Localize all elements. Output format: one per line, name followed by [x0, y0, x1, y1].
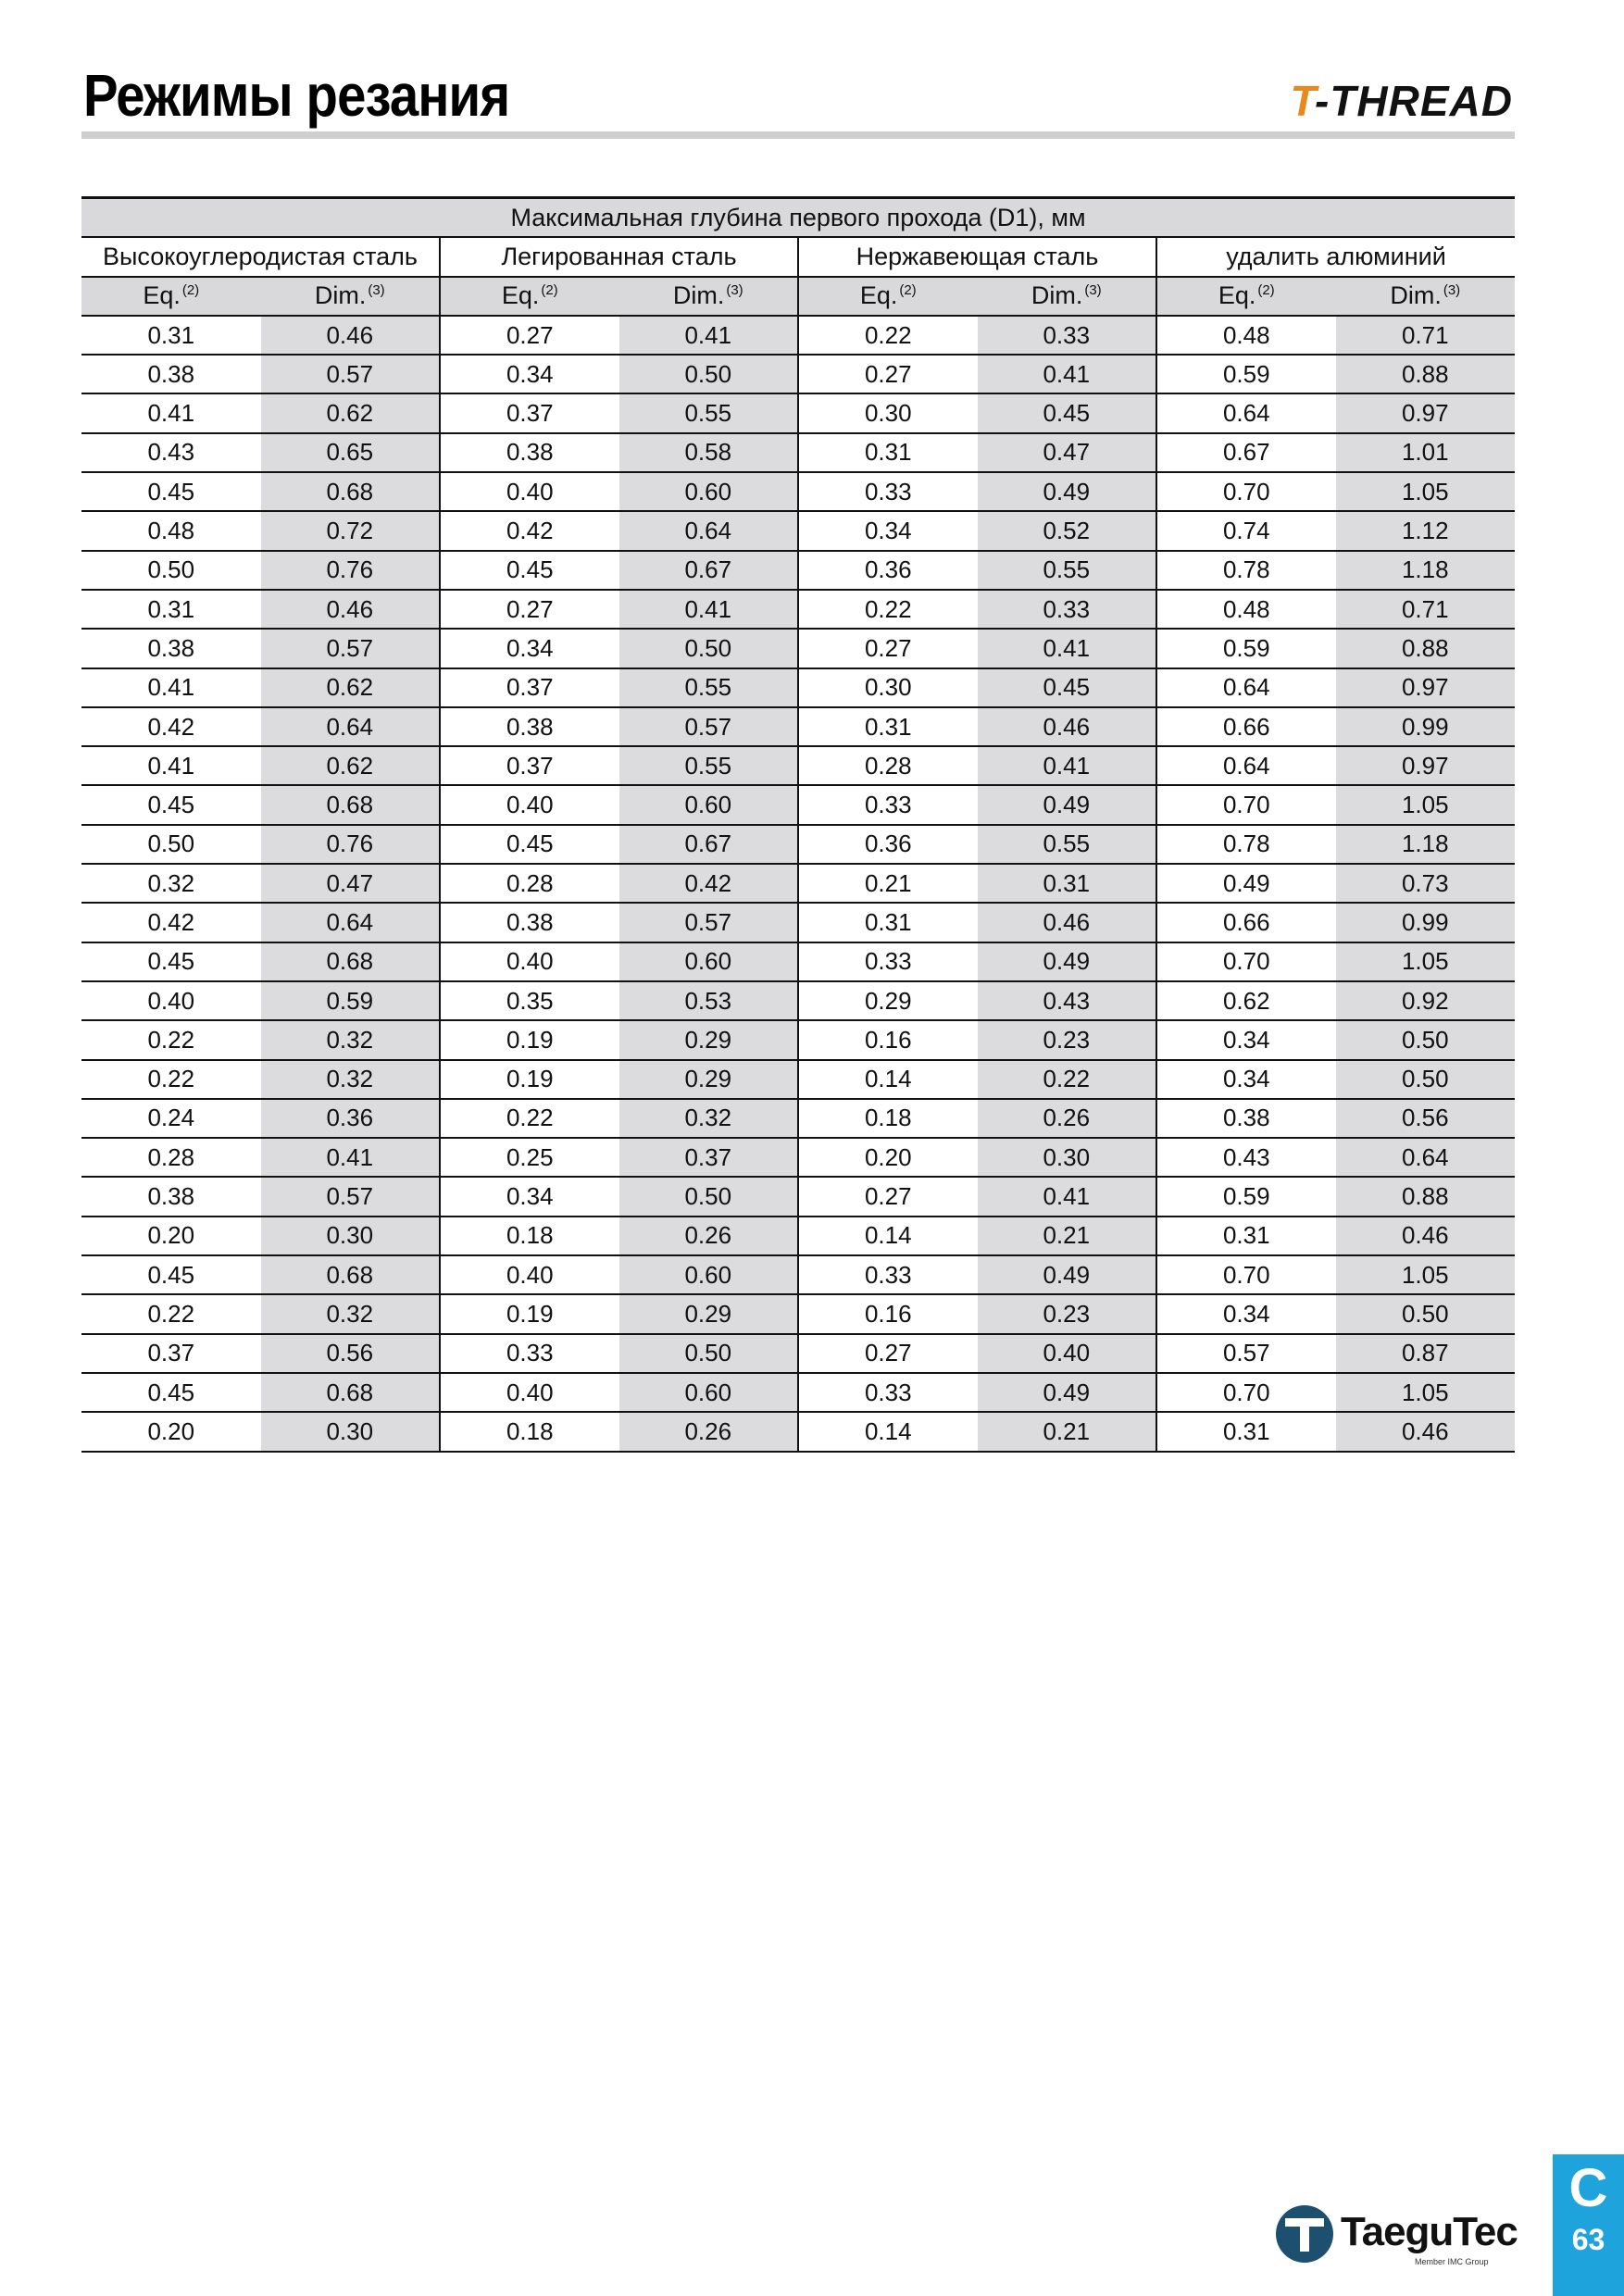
dim-value-cell: 0.68 — [261, 1255, 441, 1294]
table-row — [81, 1373, 1515, 1412]
dim-value-cell: 0.56 — [1336, 1099, 1516, 1138]
eq-value-cell: 0.28 — [81, 1138, 261, 1177]
eq-value-cell: 0.34 — [798, 511, 978, 550]
dim-value-cell: 0.22 — [978, 1060, 1157, 1099]
eq-value-cell: 0.34 — [440, 629, 619, 668]
brand-letter-t: T — [1290, 77, 1316, 125]
table-row — [81, 355, 1515, 393]
dim-value-cell: 0.30 — [978, 1138, 1157, 1177]
eq-value-cell: 0.48 — [1156, 316, 1336, 355]
dim-value-cell: 0.29 — [619, 1294, 799, 1333]
eq-value-cell: 0.42 — [81, 707, 261, 746]
dim-value-cell: 0.76 — [261, 551, 441, 590]
table-body — [81, 316, 1515, 1452]
eq-value-cell: 0.50 — [81, 551, 261, 590]
dim-value-cell: 0.59 — [261, 981, 441, 1020]
eq-value-cell: 0.78 — [1156, 825, 1336, 864]
dim-value-cell: 0.47 — [978, 433, 1157, 472]
page-title: Режимы резания — [83, 62, 510, 129]
eq-value-cell: 0.33 — [440, 1334, 619, 1373]
eq-value-cell: 0.27 — [440, 590, 619, 629]
eq-value-cell: 0.70 — [1156, 942, 1336, 981]
dim-value-cell: 0.71 — [1336, 316, 1516, 355]
eq-value-cell: 0.18 — [440, 1412, 619, 1451]
eq-value-cell: 0.37 — [440, 668, 619, 707]
dim-value-cell: 0.58 — [619, 433, 799, 472]
eq-value-cell: 0.64 — [1156, 746, 1336, 785]
table-row — [81, 864, 1515, 903]
dim-value-cell: 0.62 — [261, 668, 441, 707]
eq-value-cell: 0.40 — [440, 472, 619, 511]
dim-value-cell: 0.49 — [978, 785, 1157, 824]
eq-value-cell: 0.22 — [798, 590, 978, 629]
eq-value-cell: 0.16 — [798, 1294, 978, 1333]
eq-value-cell: 0.40 — [440, 785, 619, 824]
dim-value-cell: 0.50 — [619, 1177, 799, 1216]
dim-value-cell: 0.64 — [261, 707, 441, 746]
dim-value-cell: 0.30 — [261, 1412, 441, 1451]
dim-value-cell: 0.32 — [619, 1099, 799, 1138]
dim-value-cell: 0.60 — [619, 942, 799, 981]
dim-value-cell: 0.62 — [261, 746, 441, 785]
eq-value-cell: 0.34 — [1156, 1060, 1336, 1099]
subheader-dim: Dim. $^{(3)}$ — [619, 277, 799, 316]
group-header-high-carbon-steel: Высокоуглеродистая сталь — [81, 237, 440, 276]
eq-value-cell: 0.38 — [1156, 1099, 1336, 1138]
subheader-eq: Eq. $^{(2)}$ — [1156, 277, 1336, 316]
dim-value-cell: 0.68 — [261, 472, 441, 511]
dim-value-cell: 1.05 — [1336, 1373, 1516, 1412]
eq-value-cell: 0.27 — [798, 1177, 978, 1216]
section-tab — [1553, 2154, 1624, 2296]
dim-value-cell: 1.18 — [1336, 551, 1516, 590]
table-row — [81, 433, 1515, 472]
dim-value-cell: 0.68 — [261, 1373, 441, 1412]
eq-value-cell: 0.59 — [1156, 1177, 1336, 1216]
eq-value-cell: 0.41 — [81, 668, 261, 707]
eq-value-cell: 0.36 — [798, 825, 978, 864]
dim-value-cell: 0.46 — [1336, 1217, 1516, 1255]
dim-value-cell: 0.73 — [1336, 864, 1516, 903]
eq-value-cell: 0.22 — [81, 1020, 261, 1059]
eq-value-cell: 0.45 — [440, 825, 619, 864]
table-row — [81, 1099, 1515, 1138]
table-row — [81, 1412, 1515, 1451]
eq-value-cell: 0.59 — [1156, 355, 1336, 393]
eq-value-cell: 0.42 — [440, 511, 619, 550]
dim-value-cell: 0.55 — [978, 551, 1157, 590]
dim-value-cell: 0.45 — [978, 393, 1157, 432]
dim-value-cell: 0.41 — [978, 746, 1157, 785]
eq-value-cell: 0.18 — [798, 1099, 978, 1138]
dim-value-cell: 0.64 — [1336, 1138, 1516, 1177]
eq-value-cell: 0.20 — [81, 1412, 261, 1451]
eq-value-cell: 0.18 — [440, 1217, 619, 1255]
eq-value-cell: 0.33 — [798, 1373, 978, 1412]
eq-value-cell: 0.40 — [81, 981, 261, 1020]
dim-value-cell: 0.30 — [261, 1217, 441, 1255]
logo-text: TaeguTec — [1341, 2209, 1518, 2254]
title-divider — [81, 131, 1515, 139]
eq-value-cell: 0.28 — [440, 864, 619, 903]
dim-value-cell: 0.88 — [1336, 355, 1516, 393]
dim-value-cell: 0.32 — [261, 1294, 441, 1333]
eq-value-cell: 0.78 — [1156, 551, 1336, 590]
dim-value-cell: 0.49 — [978, 1373, 1157, 1412]
dim-value-cell: 0.50 — [619, 355, 799, 393]
eq-value-cell: 0.31 — [798, 433, 978, 472]
eq-value-cell: 0.24 — [81, 1099, 261, 1138]
dim-value-cell: 0.64 — [261, 903, 441, 942]
dim-value-cell: 0.32 — [261, 1060, 441, 1099]
eq-value-cell: 0.45 — [81, 942, 261, 981]
table-row — [81, 981, 1515, 1020]
eq-value-cell: 0.34 — [1156, 1020, 1336, 1059]
eq-value-cell: 0.41 — [81, 746, 261, 785]
taegutec-emblem-icon — [1276, 2205, 1333, 2263]
eq-value-cell: 0.33 — [798, 785, 978, 824]
dim-value-cell: 0.60 — [619, 1255, 799, 1294]
dim-value-cell: 0.26 — [978, 1099, 1157, 1138]
eq-value-cell: 0.67 — [1156, 433, 1336, 472]
cutting-depth-table — [81, 196, 1515, 1453]
eq-value-cell: 0.70 — [1156, 1373, 1336, 1412]
dim-value-cell: 0.41 — [619, 590, 799, 629]
eq-value-cell: 0.34 — [1156, 1294, 1336, 1333]
eq-value-cell: 0.19 — [440, 1020, 619, 1059]
eq-value-cell: 0.33 — [798, 472, 978, 511]
dim-value-cell: 0.45 — [978, 668, 1157, 707]
eq-value-cell: 0.40 — [440, 942, 619, 981]
dim-value-cell: 1.12 — [1336, 511, 1516, 550]
dim-value-cell: 0.26 — [619, 1217, 799, 1255]
eq-value-cell: 0.40 — [440, 1373, 619, 1412]
dim-value-cell: 0.57 — [619, 903, 799, 942]
subheader-dim: Dim. $^{(3)}$ — [978, 277, 1157, 316]
eq-value-cell: 0.37 — [440, 746, 619, 785]
dim-value-cell: 0.49 — [978, 942, 1157, 981]
eq-value-cell: 0.31 — [798, 903, 978, 942]
subheader-eq: Eq. $^{(2)}$ — [798, 277, 978, 316]
eq-value-cell: 0.45 — [81, 1373, 261, 1412]
eq-value-cell: 0.22 — [81, 1060, 261, 1099]
eq-value-cell: 0.66 — [1156, 707, 1336, 746]
eq-value-cell: 0.45 — [81, 472, 261, 511]
table-row — [81, 1217, 1515, 1255]
eq-value-cell: 0.19 — [440, 1060, 619, 1099]
dim-value-cell: 0.46 — [978, 903, 1157, 942]
table-row — [81, 316, 1515, 355]
dim-value-cell: 0.97 — [1336, 393, 1516, 432]
dim-value-cell: 0.76 — [261, 825, 441, 864]
eq-value-cell: 0.49 — [1156, 864, 1336, 903]
t-thread-logo — [1290, 76, 1513, 126]
dim-value-cell: 0.64 — [619, 511, 799, 550]
eq-value-cell: 0.64 — [1156, 393, 1336, 432]
eq-value-cell: 0.38 — [81, 629, 261, 668]
dim-value-cell: 0.29 — [619, 1020, 799, 1059]
dim-value-cell: 0.29 — [619, 1060, 799, 1099]
dim-value-cell: 0.57 — [261, 1177, 441, 1216]
eq-value-cell: 0.48 — [81, 511, 261, 550]
eq-value-cell: 0.62 — [1156, 981, 1336, 1020]
eq-value-cell: 0.70 — [1156, 1255, 1336, 1294]
dim-value-cell: 0.21 — [978, 1412, 1157, 1451]
dim-value-cell: 0.55 — [978, 825, 1157, 864]
logo-subtext: Member IMC Group — [1415, 2257, 1489, 2266]
dim-value-cell: 0.40 — [978, 1334, 1157, 1373]
eq-value-cell: 0.37 — [81, 1334, 261, 1373]
table-row — [81, 1138, 1515, 1177]
dim-value-cell: 1.01 — [1336, 433, 1516, 472]
eq-value-cell: 0.31 — [1156, 1412, 1336, 1451]
eq-value-cell: 0.28 — [798, 746, 978, 785]
table-row — [81, 942, 1515, 981]
eq-value-cell: 0.16 — [798, 1020, 978, 1059]
eq-value-cell: 0.14 — [798, 1412, 978, 1451]
eq-value-cell: 0.20 — [81, 1217, 261, 1255]
dim-value-cell: 0.56 — [261, 1334, 441, 1373]
dim-value-cell: 0.65 — [261, 433, 441, 472]
eq-value-cell: 0.33 — [798, 942, 978, 981]
dim-value-cell: 0.60 — [619, 472, 799, 511]
dim-value-cell: 0.97 — [1336, 668, 1516, 707]
dim-value-cell: 0.67 — [619, 825, 799, 864]
dim-value-cell: 0.67 — [619, 551, 799, 590]
dim-value-cell: 0.99 — [1336, 707, 1516, 746]
dim-value-cell: 0.57 — [261, 629, 441, 668]
group-header-aluminium: удалить алюминий — [1156, 237, 1515, 276]
eq-value-cell: 0.27 — [798, 629, 978, 668]
eq-value-cell: 0.22 — [440, 1099, 619, 1138]
table-row — [81, 551, 1515, 590]
dim-value-cell: 0.33 — [978, 316, 1157, 355]
eq-value-cell: 0.64 — [1156, 668, 1336, 707]
dim-value-cell: 0.46 — [978, 707, 1157, 746]
dim-value-cell: 0.60 — [619, 1373, 799, 1412]
eq-value-cell: 0.31 — [798, 707, 978, 746]
dim-value-cell: 1.05 — [1336, 1255, 1516, 1294]
eq-value-cell: 0.34 — [440, 355, 619, 393]
eq-value-cell: 0.27 — [798, 1334, 978, 1373]
table-row — [81, 1177, 1515, 1216]
subheader-eq: Eq. $^{(2)}$ — [81, 277, 261, 316]
eq-value-cell: 0.59 — [1156, 629, 1336, 668]
eq-value-cell: 0.40 — [440, 1255, 619, 1294]
dim-value-cell: 0.21 — [978, 1217, 1157, 1255]
eq-value-cell: 0.45 — [440, 551, 619, 590]
table-row — [81, 903, 1515, 942]
table-row — [81, 668, 1515, 707]
dim-value-cell: 0.55 — [619, 746, 799, 785]
dim-value-cell: 0.41 — [978, 1177, 1157, 1216]
dim-value-cell: 1.05 — [1336, 472, 1516, 511]
dim-value-cell: 0.50 — [1336, 1060, 1516, 1099]
dim-value-cell: 0.88 — [1336, 629, 1516, 668]
dim-value-cell: 0.41 — [978, 355, 1157, 393]
dim-value-cell: 1.18 — [1336, 825, 1516, 864]
section-letter: C — [1568, 2158, 1608, 2218]
dim-value-cell: 0.32 — [261, 1020, 441, 1059]
dim-value-cell: 0.53 — [619, 981, 799, 1020]
taegutec-logo — [1276, 2202, 1526, 2268]
dim-value-cell: 0.23 — [978, 1020, 1157, 1059]
eq-value-cell: 0.19 — [440, 1294, 619, 1333]
page-number: 63 — [1571, 2223, 1605, 2256]
eq-value-cell: 0.33 — [798, 1255, 978, 1294]
dim-value-cell: 0.46 — [261, 316, 441, 355]
eq-value-cell: 0.27 — [798, 355, 978, 393]
eq-value-cell: 0.31 — [81, 316, 261, 355]
dim-value-cell: 0.46 — [1336, 1412, 1516, 1451]
group-header-stainless-steel: Нержавеющая сталь — [798, 237, 1156, 276]
eq-value-cell: 0.43 — [1156, 1138, 1336, 1177]
dim-value-cell: 0.49 — [978, 1255, 1157, 1294]
table-row — [81, 393, 1515, 432]
eq-value-cell: 0.42 — [81, 903, 261, 942]
eq-value-cell: 0.37 — [440, 393, 619, 432]
dim-value-cell: 0.42 — [619, 864, 799, 903]
eq-value-cell: 0.34 — [440, 1177, 619, 1216]
table-row — [81, 1255, 1515, 1294]
eq-value-cell: 0.38 — [81, 355, 261, 393]
eq-value-cell: 0.36 — [798, 551, 978, 590]
dim-value-cell: 0.31 — [978, 864, 1157, 903]
dim-value-cell: 0.23 — [978, 1294, 1157, 1333]
dim-value-cell: 0.71 — [1336, 590, 1516, 629]
eq-value-cell: 0.57 — [1156, 1334, 1336, 1373]
table-row — [81, 1060, 1515, 1099]
dim-value-cell: 0.41 — [619, 316, 799, 355]
eq-value-cell: 0.45 — [81, 785, 261, 824]
dim-value-cell: 0.36 — [261, 1099, 441, 1138]
dim-value-cell: 0.43 — [978, 981, 1157, 1020]
dim-value-cell: 0.47 — [261, 864, 441, 903]
eq-value-cell: 0.43 — [81, 433, 261, 472]
eq-value-cell: 0.70 — [1156, 472, 1336, 511]
dim-value-cell: 0.68 — [261, 942, 441, 981]
eq-value-cell: 0.35 — [440, 981, 619, 1020]
eq-value-cell: 0.48 — [1156, 590, 1336, 629]
eq-value-cell: 0.29 — [798, 981, 978, 1020]
eq-value-cell: 0.32 — [81, 864, 261, 903]
eq-value-cell: 0.38 — [440, 433, 619, 472]
eq-value-cell: 0.25 — [440, 1138, 619, 1177]
dim-value-cell: 0.41 — [978, 629, 1157, 668]
eq-value-cell: 0.30 — [798, 668, 978, 707]
brand-name-rest: -THREAD — [1315, 77, 1513, 125]
eq-value-cell: 0.31 — [1156, 1217, 1336, 1255]
dim-value-cell: 0.87 — [1336, 1334, 1516, 1373]
dim-value-cell: 0.55 — [619, 393, 799, 432]
dim-value-cell: 0.92 — [1336, 981, 1516, 1020]
table-row — [81, 472, 1515, 511]
subheader-dim: Dim. $^{(3)}$ — [261, 277, 441, 316]
subheader-dim: Dim. $^{(3)}$ — [1336, 277, 1516, 316]
eq-value-cell: 0.22 — [81, 1294, 261, 1333]
dim-value-cell: 0.41 — [261, 1138, 441, 1177]
eq-value-cell: 0.31 — [81, 590, 261, 629]
eq-value-cell: 0.66 — [1156, 903, 1336, 942]
eq-value-cell: 0.38 — [81, 1177, 261, 1216]
eq-value-cell: 0.45 — [81, 1255, 261, 1294]
dim-value-cell: 1.05 — [1336, 942, 1516, 981]
dim-value-cell: 0.33 — [978, 590, 1157, 629]
eq-value-cell: 0.74 — [1156, 511, 1336, 550]
table-row — [81, 590, 1515, 629]
subheader-eq: Eq. $^{(2)}$ — [440, 277, 619, 316]
dim-value-cell: 0.57 — [261, 355, 441, 393]
table-row — [81, 629, 1515, 668]
dim-value-cell: 0.50 — [1336, 1020, 1516, 1059]
table-row — [81, 746, 1515, 785]
dim-value-cell: 0.97 — [1336, 746, 1516, 785]
dim-value-cell: 0.52 — [978, 511, 1157, 550]
dim-value-cell: 0.60 — [619, 785, 799, 824]
table-row — [81, 511, 1515, 550]
dim-value-cell: 0.50 — [619, 1334, 799, 1373]
dim-value-cell: 0.46 — [261, 590, 441, 629]
eq-value-cell: 0.50 — [81, 825, 261, 864]
eq-value-cell: 0.38 — [440, 903, 619, 942]
table-row — [81, 1020, 1515, 1059]
table-row — [81, 1334, 1515, 1373]
eq-value-cell: 0.38 — [440, 707, 619, 746]
dim-value-cell: 0.62 — [261, 393, 441, 432]
eq-value-cell: 0.41 — [81, 393, 261, 432]
dim-value-cell: 0.49 — [978, 472, 1157, 511]
dim-value-cell: 0.72 — [261, 511, 441, 550]
dim-value-cell: 0.55 — [619, 668, 799, 707]
dim-value-cell: 0.57 — [619, 707, 799, 746]
table-row — [81, 707, 1515, 746]
group-header-alloy-steel: Легированная сталь — [440, 237, 798, 276]
dim-value-cell: 0.50 — [1336, 1294, 1516, 1333]
dim-value-cell: 0.50 — [619, 629, 799, 668]
table-row — [81, 825, 1515, 864]
eq-value-cell: 0.21 — [798, 864, 978, 903]
table-row — [81, 1294, 1515, 1333]
dim-value-cell: 0.88 — [1336, 1177, 1516, 1216]
dim-value-cell: 0.99 — [1336, 903, 1516, 942]
eq-value-cell: 0.70 — [1156, 785, 1336, 824]
table-row — [81, 785, 1515, 824]
dim-value-cell: 0.37 — [619, 1138, 799, 1177]
dim-value-cell: 0.68 — [261, 785, 441, 824]
dim-value-cell: 0.26 — [619, 1412, 799, 1451]
eq-value-cell: 0.22 — [798, 316, 978, 355]
eq-value-cell: 0.20 — [798, 1138, 978, 1177]
eq-value-cell: 0.14 — [798, 1060, 978, 1099]
table-caption: Максимальная глубина первого прохода (D1), мм — [81, 198, 1515, 238]
eq-value-cell: 0.30 — [798, 393, 978, 432]
eq-value-cell: 0.14 — [798, 1217, 978, 1255]
dim-value-cell: 1.05 — [1336, 785, 1516, 824]
eq-value-cell: 0.27 — [440, 316, 619, 355]
